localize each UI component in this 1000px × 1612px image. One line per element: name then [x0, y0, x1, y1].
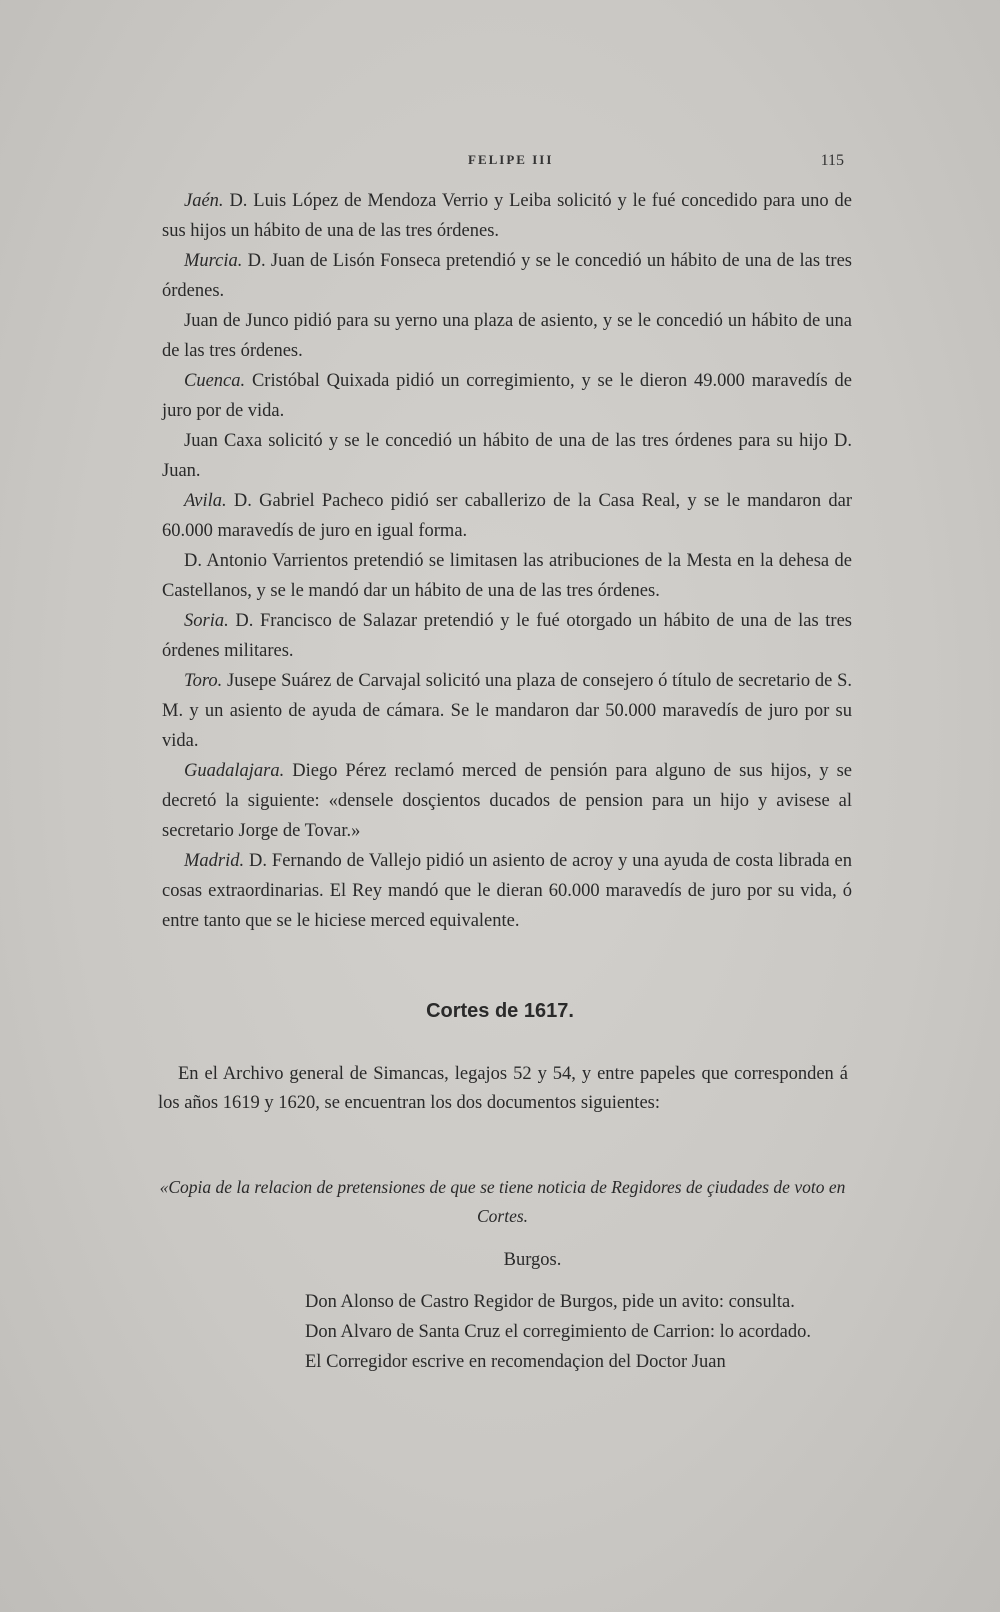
paragraph	[162, 246, 852, 306]
petition-entry: Don Alonso de Castro Regidor de Burgos, pide un avito: consulta.	[305, 1292, 795, 1312]
place-name: Soria.	[184, 611, 229, 631]
paragraph-text: D. Gabriel Pacheco pidió ser caballerizo de la Casa Real, y se le mandaron dar 60.000 maravedís de juro en igual forma.	[162, 491, 852, 541]
intro-paragraph: En el Archivo general de Simancas, legajos 52 y 54, y entre papeles que corresponden á los años 1619 y 1620, se encuentran los dos documentos siguientes:	[158, 1064, 848, 1113]
paragraph-text: D. Fernando de Vallejo pidió un asiento de acroy y una ayuda de costa librada en cosas extraordinarias. El Rey mandó que le dieran 60.000 maravedís de juro por su vida, ó entre tanto que se le hiciese merced equivalente.	[162, 851, 852, 931]
paragraph	[162, 426, 852, 486]
paragraph	[162, 306, 852, 366]
paragraph	[162, 486, 852, 546]
place-name: Cuenca.	[184, 371, 246, 391]
paragraph	[162, 546, 852, 606]
paragraph-text: Juan de Junco pidió para su yerno una plaza de asiento, y se le concedió un hábito de una de las tres órdenes.	[162, 311, 852, 361]
paragraph-text: D. Antonio Varrientos pretendió se limitasen las atribuciones de la Mesta en la dehesa de Castellanos, y se le mandó dar un hábito de una de las tres órdenes.	[162, 551, 852, 601]
running-head: FELIPE III	[468, 152, 554, 167]
paragraph-text: Diego Pérez reclamó merced de pensión para alguno de sus hijos, y se decretó la siguiente: «densele dosçientos ducados de pension para un hijo y avisese al secretario Jorge de Tovar.»	[162, 761, 852, 841]
paragraph	[162, 186, 852, 246]
page-number: 115	[820, 152, 844, 169]
paragraph-text: Juan Caxa solicitó y se le concedió un hábito de una de las tres órdenes para su hijo D. Juan.	[162, 431, 852, 481]
paragraph	[162, 666, 852, 756]
page-header	[168, 152, 844, 176]
place-name: Toro.	[184, 671, 223, 691]
section-intro	[158, 1060, 848, 1118]
body-text	[162, 186, 852, 936]
place-name: Jaén.	[184, 191, 224, 211]
paragraph	[162, 606, 852, 666]
petition-entries	[282, 1287, 845, 1377]
quoted-document-title: «Copia de la relacion de pretensiones de que se tiene noticia de Regidores de çiudades de voto en Cortes.	[159, 1177, 846, 1226]
place-name: Guadalajara.	[184, 761, 285, 781]
paragraph	[162, 846, 852, 936]
paragraph-text: Jusepe Suárez de Carvajal solicitó una plaza de consejero ó título de secretario de S. M. y un asiento de ayuda de cámara. Se le mandaron dar 50.000 maravedís de juro por su vida.	[162, 671, 852, 751]
section-heading: Cortes de 1617.	[426, 1000, 574, 1022]
city-subheading: Burgos.	[503, 1250, 562, 1270]
petition-entry: Don Alvaro de Santa Cruz el corregimiento de Carrion: lo acordado.	[305, 1322, 812, 1342]
paragraph-text: Cristóbal Quixada pidió un corregimiento, y se le dieron 49.000 maravedís de juro por de vida.	[162, 371, 852, 421]
paragraph	[162, 756, 852, 846]
petition-entry: El Corregidor escrive en recomendaçion del Doctor Juan	[305, 1352, 726, 1372]
place-name: Murcia.	[184, 251, 243, 271]
place-name: Madrid.	[184, 851, 245, 871]
paragraph-text: D. Juan de Lisón Fonseca pretendió y se le concedió un hábito de una de las tres órdenes.	[162, 251, 852, 301]
paragraph-text: D. Luis López de Mendoza Verrio y Leiba solicitó y le fué concedido para uno de sus hijos un hábito de una de las tres órdenes.	[162, 191, 852, 241]
paragraph	[162, 366, 852, 426]
place-name: Avila.	[184, 491, 227, 511]
paragraph-text: D. Francisco de Salazar pretendió y le fué otorgado un hábito de una de las tres órdenes militares.	[162, 611, 852, 661]
